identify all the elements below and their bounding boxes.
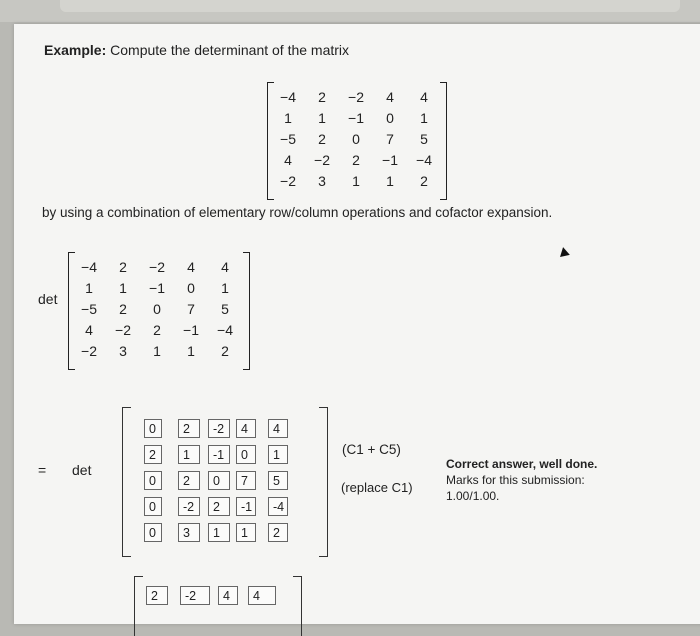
matrix-cell: 2: [119, 301, 127, 317]
feedback-box: [446, 456, 597, 504]
matrix-cell: 3: [318, 173, 326, 189]
matrix-cell: 5: [221, 301, 229, 317]
matrix-cell: 4: [187, 259, 195, 275]
matrix-cell: 4: [85, 322, 93, 338]
matrix-cell: 5: [420, 131, 428, 147]
matrix-cell: 4: [221, 259, 229, 275]
matrix-cell: 2: [420, 173, 428, 189]
matrix-cell: 7: [187, 301, 195, 317]
matrix-cell: −2: [149, 259, 165, 275]
matrix-cell: 2: [318, 131, 326, 147]
matrix-cell: 2: [119, 259, 127, 275]
top-strip: [60, 0, 680, 12]
answer-input-box[interactable]: 0: [144, 419, 162, 438]
matrix-cell: −4: [81, 259, 97, 275]
question-title: [44, 42, 349, 58]
equals-sign: =: [38, 462, 47, 478]
answer-input-box[interactable]: 0: [144, 497, 162, 516]
answer-input-box[interactable]: 1: [208, 523, 230, 542]
matrix-cell: 2: [352, 152, 360, 168]
matrix-cell: −4: [416, 152, 432, 168]
next-input-box[interactable]: 2: [146, 586, 168, 605]
matrix-cell: 1: [221, 280, 229, 296]
matrix-cell: −2: [348, 89, 364, 105]
matrix-cell: 1: [284, 110, 292, 126]
answer-input-box[interactable]: 4: [268, 419, 288, 438]
right-bracket: [243, 252, 250, 370]
feedback-status: Correct answer, well done.: [446, 457, 598, 471]
matrix-cell: 4: [420, 89, 428, 105]
answer-input-box[interactable]: 5: [268, 471, 288, 490]
matrix-cell: 2: [153, 322, 161, 338]
answer-input-box[interactable]: 0: [208, 471, 230, 490]
matrix-cell: 0: [187, 280, 195, 296]
feedback-marks-label: Marks for this submission:: [446, 473, 585, 487]
operation-replace: (replace C1): [341, 480, 413, 495]
mouse-cursor-icon: [558, 246, 570, 257]
matrix-cell: 1: [386, 173, 394, 189]
matrix-cell: 1: [420, 110, 428, 126]
matrix-statement: [267, 82, 447, 200]
answer-input-box[interactable]: 1: [178, 445, 200, 464]
answer-input-box[interactable]: 2: [144, 445, 162, 464]
instruction-sentence: by using a combination of elementary row/column operations and cofactor expansion.: [42, 205, 553, 220]
answer-input-box[interactable]: 0: [236, 445, 256, 464]
next-input-box[interactable]: 4: [218, 586, 238, 605]
answer-input-box[interactable]: 3: [178, 523, 200, 542]
right-bracket: [440, 82, 447, 200]
operation-c1: (C1 + C5): [342, 442, 401, 457]
answer-input-box[interactable]: 2: [208, 497, 230, 516]
matrix-cell: −2: [115, 322, 131, 338]
matrix-cell: 4: [386, 89, 394, 105]
matrix-cell: −2: [314, 152, 330, 168]
answer-input-box[interactable]: 2: [178, 471, 200, 490]
matrix-cell: 1: [153, 343, 161, 359]
matrix-cell: 2: [318, 89, 326, 105]
answer-input-box[interactable]: -2: [208, 419, 230, 438]
matrix-cell: −1: [348, 110, 364, 126]
matrix-cell: −1: [382, 152, 398, 168]
answer-input-box[interactable]: 2: [178, 419, 200, 438]
title-bold: Example:: [44, 42, 107, 58]
answer-input-box[interactable]: 4: [236, 419, 256, 438]
matrix-cell: −2: [280, 173, 296, 189]
matrix-cell: 1: [187, 343, 195, 359]
answer-input-box[interactable]: 0: [144, 471, 162, 490]
right-bracket: [319, 407, 328, 557]
matrix-cell: −4: [217, 322, 233, 338]
answer-input-box[interactable]: -1: [208, 445, 230, 464]
matrix-cell: 1: [318, 110, 326, 126]
matrix-cell: 7: [386, 131, 394, 147]
matrix-cell: 0: [153, 301, 161, 317]
answer-input-box[interactable]: -4: [268, 497, 288, 516]
matrix-cell: −5: [81, 301, 97, 317]
matrix-cell: 0: [386, 110, 394, 126]
answer-input-box[interactable]: 2: [268, 523, 288, 542]
matrix-det: [68, 252, 250, 370]
matrix-cell: −1: [149, 280, 165, 296]
answer-input-box[interactable]: 1: [236, 523, 256, 542]
left-bracket: [134, 576, 143, 636]
matrix-cell: 3: [119, 343, 127, 359]
matrix-cell: 1: [119, 280, 127, 296]
matrix-cell: 4: [284, 152, 292, 168]
answer-input-box[interactable]: -1: [236, 497, 256, 516]
right-bracket: [293, 576, 302, 636]
matrix-cell: −4: [280, 89, 296, 105]
answer-input-box[interactable]: 7: [236, 471, 256, 490]
matrix-cell: −1: [183, 322, 199, 338]
question-page: [14, 24, 700, 624]
operation-label: [342, 442, 401, 457]
feedback-marks-value: 1.00/1.00.: [446, 489, 500, 503]
matrix-cell: 1: [352, 173, 360, 189]
answer-input-box[interactable]: 0: [144, 523, 162, 542]
left-bracket: [122, 407, 131, 557]
next-matrix: [134, 576, 294, 636]
answer-input-box[interactable]: 1: [268, 445, 288, 464]
answer-matrix: [122, 407, 328, 557]
det-label-2: det: [72, 462, 92, 478]
matrix-cell: 2: [221, 343, 229, 359]
answer-input-box[interactable]: -2: [178, 497, 200, 516]
next-input-box[interactable]: -2: [180, 586, 210, 605]
top-bar: [0, 0, 700, 22]
matrix-cell: −2: [81, 343, 97, 359]
det-label: det: [38, 291, 58, 307]
next-input-box[interactable]: 4: [248, 586, 276, 605]
matrix-cell: 0: [352, 131, 360, 147]
matrix-cell: 1: [85, 280, 93, 296]
matrix-cell: −5: [280, 131, 296, 147]
title-text: Compute the determinant of the matrix: [110, 42, 350, 58]
